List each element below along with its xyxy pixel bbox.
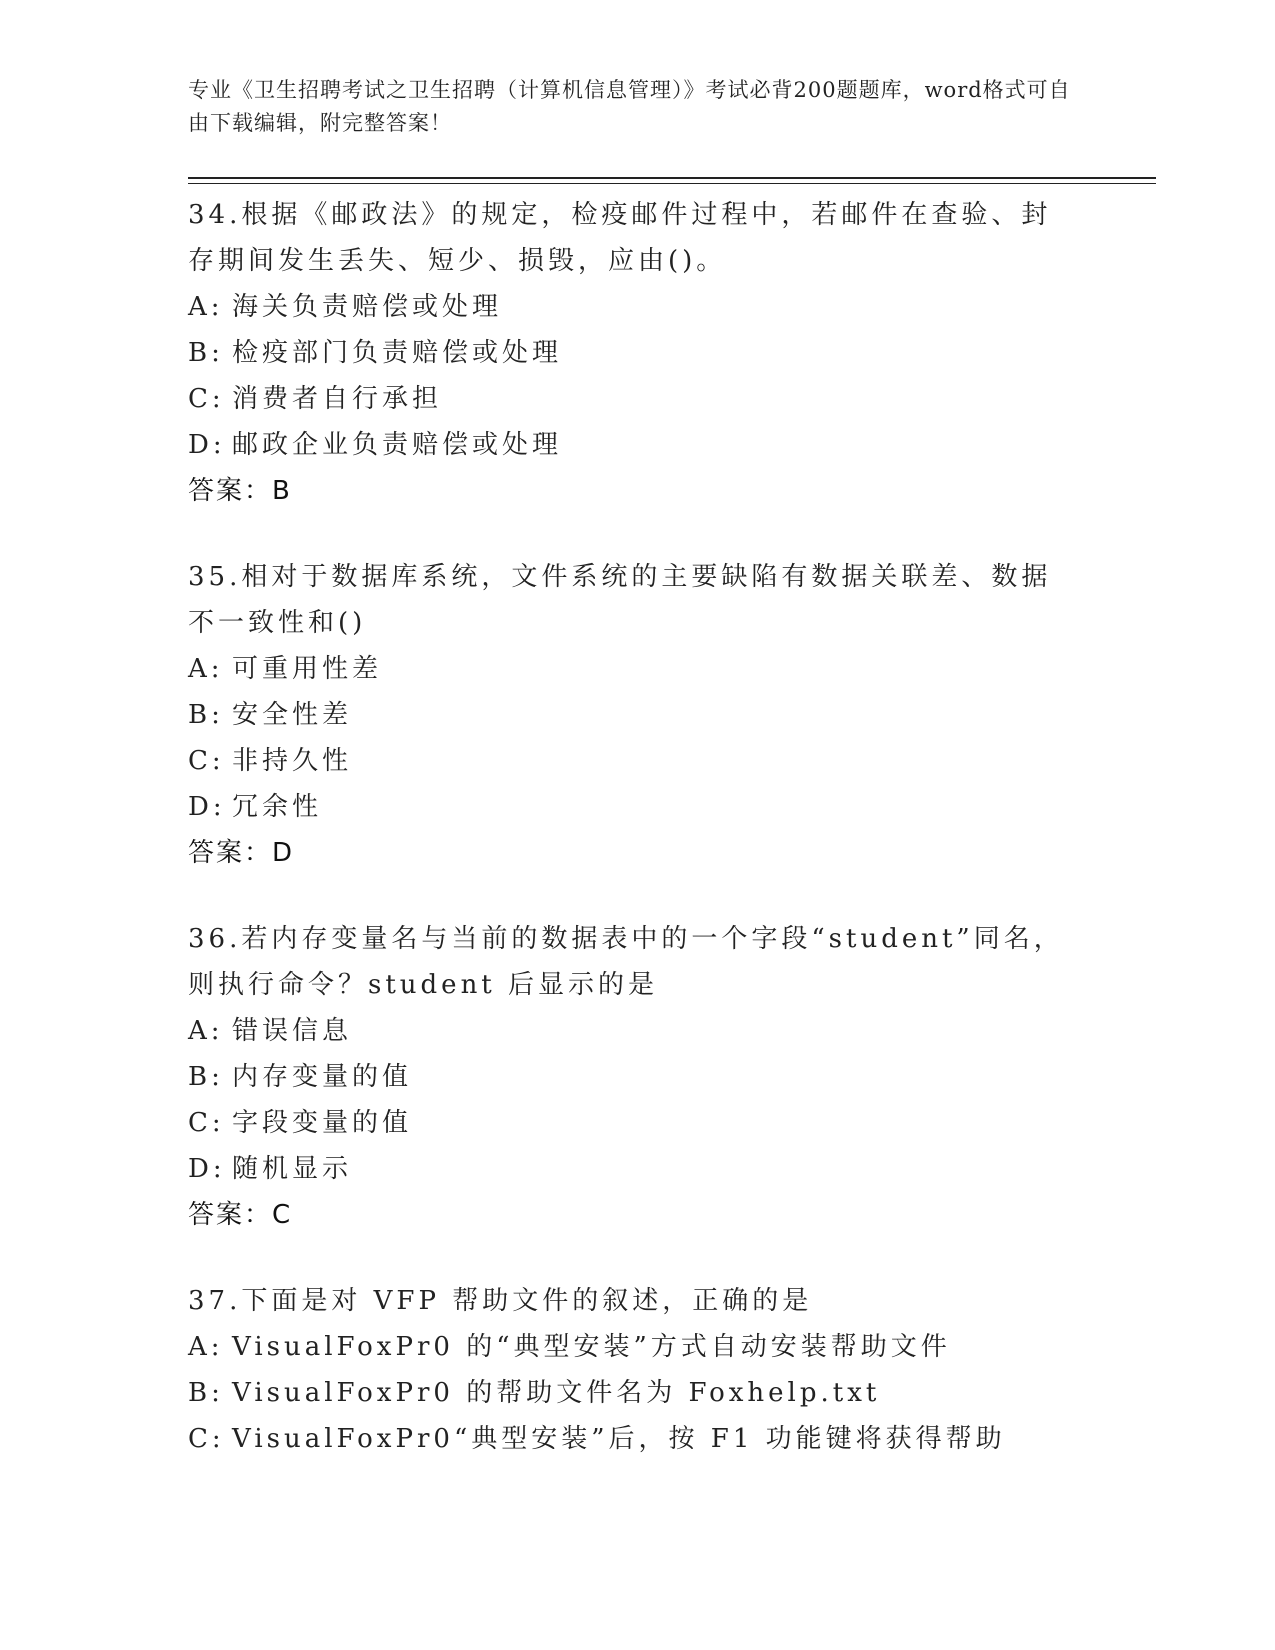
option-c xyxy=(188,1100,1088,1146)
option-d xyxy=(188,784,1088,830)
answer: 答案：C xyxy=(188,1200,293,1230)
question-number: 37. xyxy=(188,1286,242,1316)
option-text: 冗余性 xyxy=(232,792,323,822)
question-text xyxy=(188,916,1068,1008)
header-divider-thin xyxy=(188,183,1156,184)
option-text: 消费者自行承担 xyxy=(232,384,443,414)
option-letter: C: xyxy=(188,1424,225,1454)
option-b xyxy=(188,330,1088,376)
option-letter: A: xyxy=(188,1016,224,1046)
option-letter: C: xyxy=(188,1108,225,1138)
question-number: 36. xyxy=(188,924,242,954)
option-text: 内存变量的值 xyxy=(232,1062,413,1092)
option-a xyxy=(188,1008,1088,1054)
option-text: 海关负责赔偿或处理 xyxy=(232,292,503,322)
question-text xyxy=(188,1278,1068,1324)
option-text: VisualFoxPr0 的帮助文件名为 Foxhelp.txt xyxy=(232,1378,881,1408)
option-letter: B: xyxy=(188,1378,224,1408)
option-b xyxy=(188,1370,1088,1416)
question-number: 34. xyxy=(188,200,242,230)
answer: 答案：B xyxy=(188,476,292,506)
option-letter: D: xyxy=(188,430,226,460)
option-text: 随机显示 xyxy=(232,1154,353,1184)
question-37 xyxy=(188,1278,1088,1462)
question-body: 若内存变量名与当前的数据表中的一个字段“student”同名，则执行命令？student 后显示的是 xyxy=(188,924,1064,1000)
option-a xyxy=(188,1324,1088,1370)
option-letter: A: xyxy=(188,292,224,322)
header-title: 专业《卫生招聘考试之卫生招聘（计算机信息管理）》考试必背200题题库，word格式可自由下载编辑，附完整答案！ xyxy=(188,78,1071,135)
option-letter: C: xyxy=(188,384,225,414)
option-letter: A: xyxy=(188,1332,224,1362)
option-b xyxy=(188,1054,1088,1100)
option-letter: A: xyxy=(188,654,224,684)
question-34 xyxy=(188,192,1088,514)
header-divider-thick xyxy=(188,177,1156,179)
option-text: VisualFoxPr0“典型安装”后，按 F1 功能键将获得帮助 xyxy=(232,1424,1006,1454)
option-letter: D: xyxy=(188,1154,226,1184)
option-b xyxy=(188,692,1088,738)
option-a xyxy=(188,646,1088,692)
option-letter: C: xyxy=(188,746,225,776)
question-35 xyxy=(188,554,1088,876)
question-text xyxy=(188,192,1068,284)
option-text: 可重用性差 xyxy=(232,654,383,684)
answer: 答案：D xyxy=(188,838,295,868)
option-letter: D: xyxy=(188,792,226,822)
question-text xyxy=(188,554,1068,646)
option-text: 错误信息 xyxy=(232,1016,353,1046)
option-letter: B: xyxy=(188,700,224,730)
question-body: 下面是对 VFP 帮助文件的叙述，正确的是 xyxy=(241,1286,813,1316)
option-text: 字段变量的值 xyxy=(232,1108,413,1138)
option-text: 非持久性 xyxy=(232,746,353,776)
question-body: 根据《邮政法》的规定，检疫邮件过程中，若邮件在查验、封存期间发生丢失、短少、损毁，应由()。 xyxy=(188,200,1052,276)
question-36 xyxy=(188,916,1088,1238)
question-body: 相对于数据库系统，文件系统的主要缺陷有数据关联差、数据不一致性和() xyxy=(188,562,1052,638)
option-c xyxy=(188,1416,1088,1462)
option-c xyxy=(188,376,1088,422)
question-list xyxy=(188,192,1088,1502)
option-letter: B: xyxy=(188,1062,224,1092)
option-a xyxy=(188,284,1088,330)
option-c xyxy=(188,738,1088,784)
option-text: 检疫部门负责赔偿或处理 xyxy=(232,338,563,368)
option-d xyxy=(188,1146,1088,1192)
option-d xyxy=(188,422,1088,468)
option-text: 安全性差 xyxy=(232,700,353,730)
question-number: 35. xyxy=(188,562,242,592)
option-letter: B: xyxy=(188,338,224,368)
document-header xyxy=(188,74,1088,140)
option-text: VisualFoxPr0 的“典型安装”方式自动安装帮助文件 xyxy=(232,1332,951,1362)
option-text: 邮政企业负责赔偿或处理 xyxy=(232,430,563,460)
